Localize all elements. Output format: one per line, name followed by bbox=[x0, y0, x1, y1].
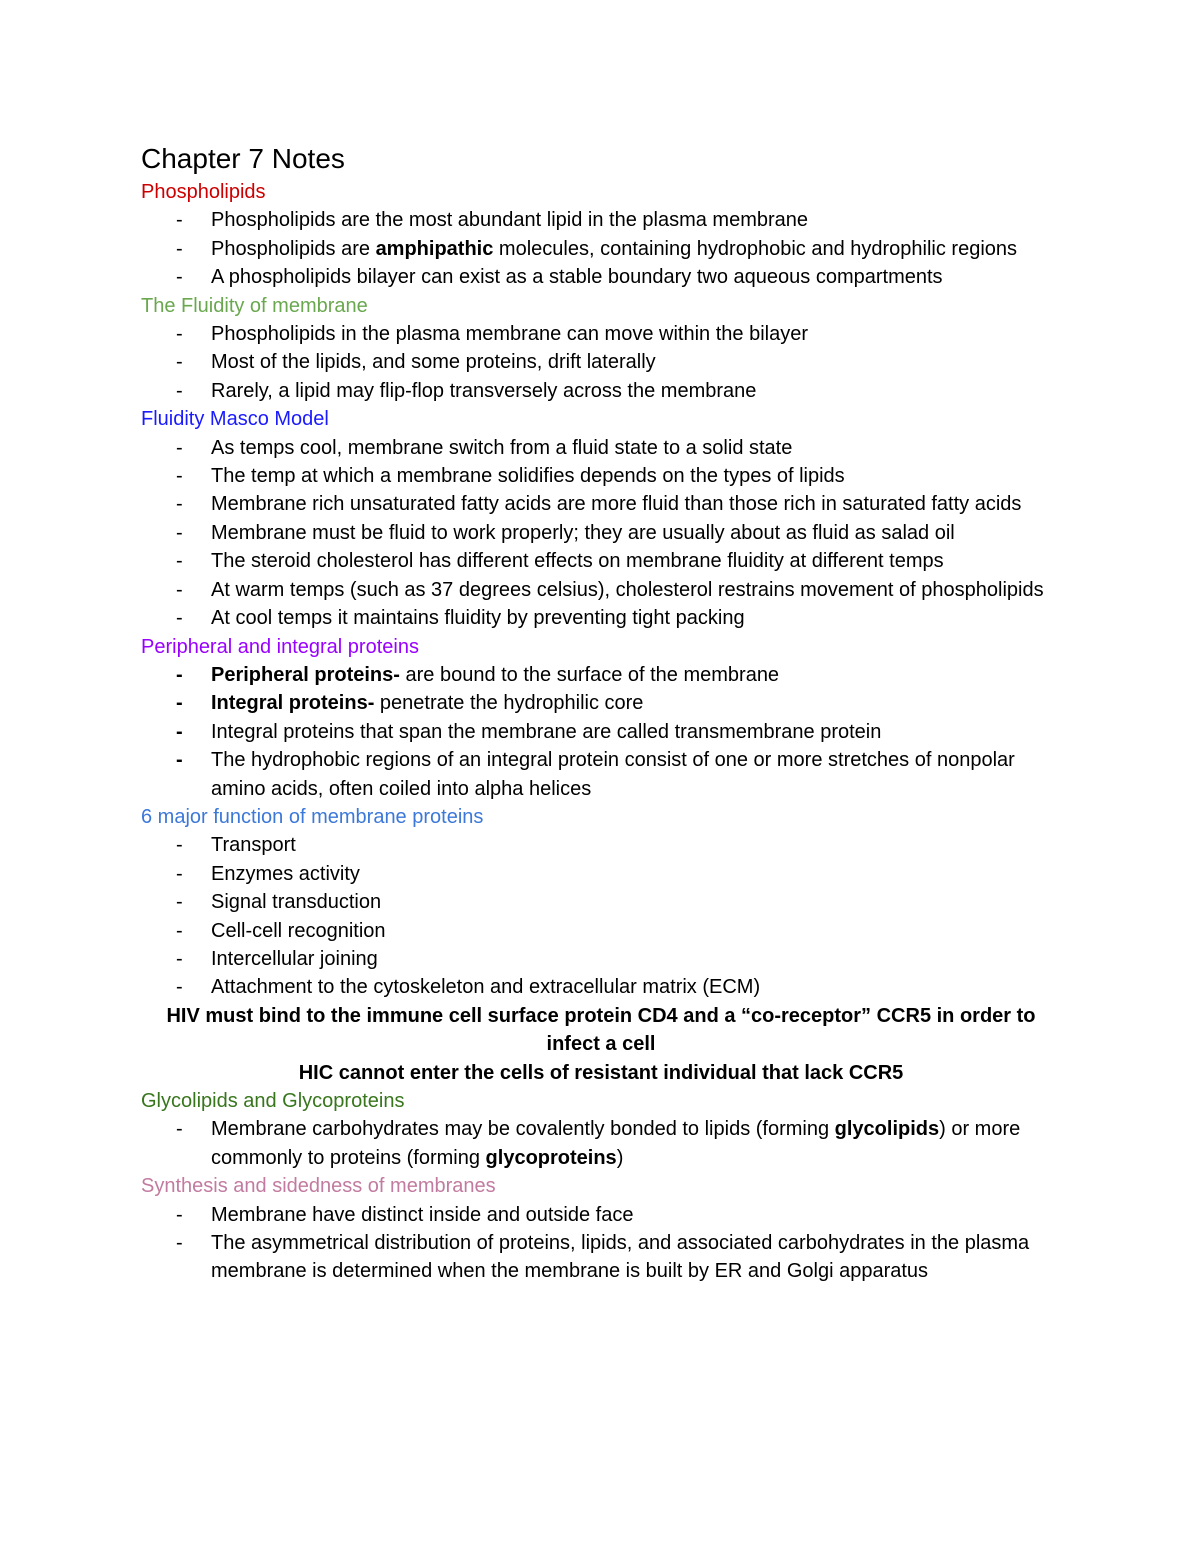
list-item: - A phospholipids bilayer can exist as a stable boundary two aqueous compartments bbox=[141, 263, 1061, 291]
bullet-dash: - bbox=[176, 465, 183, 488]
list-item: - Membrane rich unsaturated fatty acids are more fluid than those rich in saturated fatty acids bbox=[141, 490, 1061, 518]
bullet-dash: - bbox=[176, 607, 183, 630]
callout-ccr5: HIC cannot enter the cells of resistant individual that lack CCR5 bbox=[298, 1061, 904, 1084]
list-item: - The asymmetrical distribution of proteins, lipids, and associated carbohydrates in the plasma membrane is determined when the membrane is built by ER and Golgi apparatus bbox=[141, 1229, 1061, 1286]
bullet-dash: - bbox=[176, 550, 183, 573]
bullet-dash: - bbox=[176, 266, 183, 289]
bullet-dash: - bbox=[176, 209, 183, 232]
list-item: - Transport bbox=[141, 831, 1061, 859]
list-item: - Intercellular joining bbox=[141, 945, 1061, 973]
list-item: - Integral proteins- penetrate the hydrophilic core bbox=[141, 689, 1061, 717]
bullet-dash: - bbox=[176, 436, 183, 459]
bold-term: Peripheral proteins- bbox=[211, 663, 400, 686]
callout-hiv: HIV must bind to the immune cell surface protein CD4 and a “co-receptor” CCR5 in order to infect a cell bbox=[166, 1004, 1036, 1056]
bullet-dash: - bbox=[176, 493, 183, 516]
bullet-dash: - bbox=[176, 834, 183, 857]
bullet-dash: - bbox=[176, 578, 183, 601]
bullet-dash: - bbox=[176, 237, 183, 260]
list-item: - Most of the lipids, and some proteins, drift laterally bbox=[141, 348, 1061, 376]
list-fluidity bbox=[141, 320, 1061, 405]
list-item: - Rarely, a lipid may flip-flop transversely across the membrane bbox=[141, 377, 1061, 405]
bold-term: amphipathic bbox=[375, 237, 494, 260]
bullet-dash: - bbox=[176, 379, 183, 402]
list-item: - Membrane must be fluid to work properly; they are usually about as fluid as salad oil bbox=[141, 519, 1061, 547]
list-item: - Membrane have distinct inside and outside face bbox=[141, 1201, 1061, 1229]
bullet-dash: - bbox=[176, 862, 183, 885]
list-item: - Enzymes activity bbox=[141, 860, 1061, 888]
section-heading-mosaic-model: Fluidity Masco Model bbox=[141, 408, 329, 431]
bullet-dash: - bbox=[176, 976, 183, 999]
bold-term: glycoproteins bbox=[485, 1146, 617, 1169]
list-item: - Integral proteins that span the membrane are called transmembrane protein bbox=[141, 718, 1061, 746]
bullet-dash: - bbox=[176, 1232, 183, 1255]
bold-term: Integral proteins- bbox=[211, 692, 375, 715]
section-heading-glyco: Glycolipids and Glycoproteins bbox=[141, 1090, 405, 1112]
list-item: - Phospholipids are the most abundant lipid in the plasma membrane bbox=[141, 206, 1061, 234]
bullet-dash: - bbox=[176, 749, 183, 772]
bullet-dash: - bbox=[176, 947, 183, 970]
list-item: - The hydrophobic regions of an integral protein consist of one or more stretches of nonpolar amino acids, often coiled into alpha helices bbox=[141, 746, 1061, 803]
document-page bbox=[141, 140, 1061, 1286]
bullet-dash: - bbox=[176, 351, 183, 374]
list-glyco bbox=[141, 1115, 1061, 1172]
list-item: - The temp at which a membrane solidifies depends on the types of lipids bbox=[141, 462, 1061, 490]
bullet-dash: - bbox=[176, 891, 183, 914]
bullet-dash: - bbox=[176, 1203, 183, 1226]
list-proteins bbox=[141, 661, 1061, 803]
list-synthesis bbox=[141, 1201, 1061, 1286]
list-item: - Attachment to the cytoskeleton and extracellular matrix (ECM) bbox=[141, 973, 1061, 1001]
bullet-dash: - bbox=[176, 323, 183, 346]
list-item: - As temps cool, membrane switch from a fluid state to a solid state bbox=[141, 434, 1061, 462]
list-item: - Peripheral proteins- are bound to the surface of the membrane bbox=[141, 661, 1061, 689]
bullet-dash: - bbox=[176, 663, 183, 686]
bullet-dash: - bbox=[176, 720, 183, 743]
list-item: - Signal transduction bbox=[141, 888, 1061, 916]
list-phospholipids bbox=[141, 206, 1061, 291]
section-heading-proteins: Peripheral and integral proteins bbox=[141, 635, 419, 658]
list-item: - The steroid cholesterol has different effects on membrane fluidity at different temps bbox=[141, 547, 1061, 575]
list-mosaic-model bbox=[141, 434, 1061, 633]
list-item: - At warm temps (such as 37 degrees celsius), cholesterol restrains movement of phospholipids bbox=[141, 576, 1061, 604]
bullet-dash: - bbox=[176, 1118, 183, 1141]
section-heading-fluidity: The Fluidity of membrane bbox=[141, 294, 368, 317]
list-item: - Cell-cell recognition bbox=[141, 917, 1061, 945]
bullet-dash: - bbox=[176, 692, 183, 715]
list-item: - Membrane carbohydrates may be covalently bonded to lipids (forming glycolipids) or more commonly to proteins (forming glycoproteins) bbox=[141, 1115, 1061, 1172]
section-heading-synthesis: Synthesis and sidedness of membranes bbox=[141, 1175, 496, 1198]
bold-term: glycolipids bbox=[834, 1118, 940, 1141]
bullet-dash: - bbox=[176, 521, 183, 544]
list-item: - Phospholipids in the plasma membrane can move within the bilayer bbox=[141, 320, 1061, 348]
section-heading-functions: 6 major function of membrane proteins bbox=[141, 805, 484, 828]
list-item: - Phospholipids are amphipathic molecules, containing hydrophobic and hydrophilic regions bbox=[141, 235, 1061, 263]
list-item: - At cool temps it maintains fluidity by preventing tight packing bbox=[141, 604, 1061, 632]
section-heading-phospholipids: Phospholipids bbox=[141, 181, 266, 203]
page-title: Chapter 7 Notes bbox=[141, 143, 345, 174]
list-functions bbox=[141, 831, 1061, 1001]
bullet-dash: - bbox=[176, 919, 183, 942]
